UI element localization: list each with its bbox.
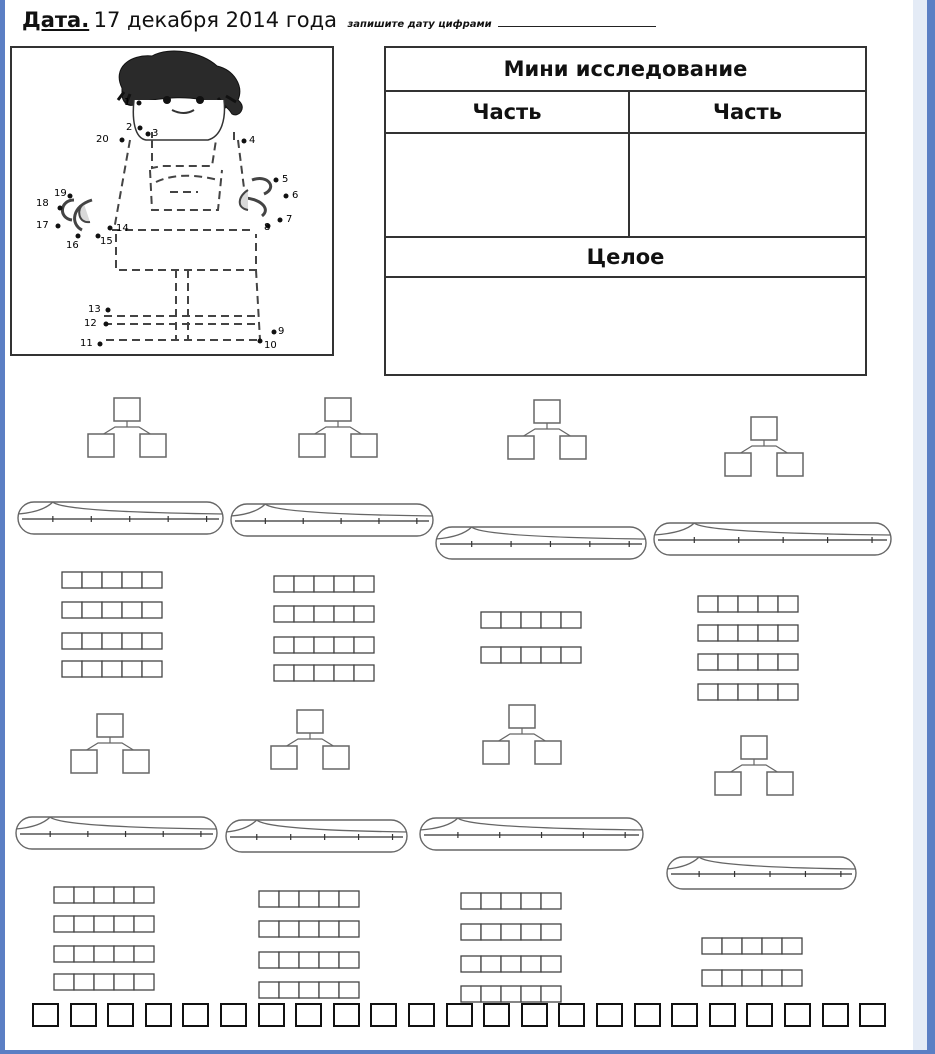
answer-cell[interactable] [294, 665, 314, 681]
answer-cell[interactable] [314, 576, 334, 592]
part-box[interactable] [483, 741, 509, 764]
answer-cell[interactable] [134, 946, 154, 962]
bottom-answer-cell[interactable] [634, 1003, 661, 1027]
answer-cell[interactable] [299, 891, 319, 907]
dot-label: 18 [36, 198, 49, 209]
bottom-answer-cell[interactable] [145, 1003, 172, 1027]
dot-label: 15 [100, 236, 113, 247]
date-hint: запишите дату цифрами [347, 19, 492, 30]
tree-connector [739, 440, 789, 454]
answer-cell[interactable] [122, 661, 142, 677]
part-box[interactable] [299, 434, 325, 457]
dot-label: 8 [264, 222, 271, 233]
answer-cell[interactable] [541, 893, 561, 909]
answer-cell[interactable] [481, 612, 501, 628]
dot-label: 6 [292, 190, 299, 201]
answer-cell[interactable] [561, 612, 581, 628]
number-line-frame [231, 504, 433, 536]
answer-cell[interactable] [122, 572, 142, 588]
answer-cell[interactable] [698, 654, 718, 670]
answer-cell[interactable] [501, 956, 521, 972]
part-box[interactable] [71, 750, 97, 773]
bottom-answer-cell[interactable] [483, 1003, 510, 1027]
answer-cell[interactable] [274, 606, 294, 622]
bottom-answer-cell[interactable] [822, 1003, 849, 1027]
answer-cell[interactable] [521, 612, 541, 628]
answer-cell[interactable] [279, 921, 299, 937]
part-box[interactable] [88, 434, 114, 457]
number-line-frame [18, 502, 223, 534]
answer-cell[interactable] [541, 956, 561, 972]
answer-cell[interactable] [339, 982, 359, 998]
answer-cell[interactable] [319, 982, 339, 998]
answer-cell[interactable] [114, 916, 134, 932]
answer-cell[interactable] [758, 654, 778, 670]
answer-cell[interactable] [481, 893, 501, 909]
whole-box[interactable] [325, 398, 351, 421]
answer-cell[interactable] [501, 893, 521, 909]
answer-cell[interactable] [314, 665, 334, 681]
answer-cell[interactable] [62, 633, 82, 649]
answer-cell[interactable] [738, 596, 758, 612]
bottom-answer-cell[interactable] [596, 1003, 623, 1027]
answer-cell[interactable] [102, 661, 122, 677]
answer-cell[interactable] [738, 654, 758, 670]
answer-cell[interactable] [521, 647, 541, 663]
answer-cell[interactable] [299, 982, 319, 998]
answer-cell[interactable] [778, 625, 798, 641]
bottom-answer-cell[interactable] [32, 1003, 59, 1027]
answer-cell[interactable] [541, 924, 561, 940]
answer-cell[interactable] [481, 986, 501, 1002]
dot-label: 10 [264, 340, 277, 351]
answer-cell[interactable] [461, 924, 481, 940]
number-line-frame [667, 857, 856, 889]
answer-cell[interactable] [74, 974, 94, 990]
answer-cell[interactable] [94, 916, 114, 932]
dot-label: 16 [66, 240, 79, 251]
answer-cell[interactable] [114, 946, 134, 962]
answer-cell[interactable] [134, 887, 154, 903]
part-box[interactable] [715, 772, 741, 795]
answer-cell[interactable] [334, 606, 354, 622]
bottom-answer-cell[interactable] [370, 1003, 397, 1027]
answer-cell[interactable] [334, 576, 354, 592]
answer-cell[interactable] [114, 974, 134, 990]
answer-cell[interactable] [541, 612, 561, 628]
tree-connector [522, 423, 572, 437]
dot-label: 7 [286, 214, 293, 225]
answer-cell[interactable] [142, 661, 162, 677]
whole-header: Целое [586, 245, 665, 269]
answer-cell[interactable] [82, 602, 102, 618]
answer-cell[interactable] [82, 572, 102, 588]
answer-cell[interactable] [279, 952, 299, 968]
answer-cell[interactable] [501, 924, 521, 940]
answer-cell[interactable] [778, 654, 798, 670]
answer-cell[interactable] [758, 596, 778, 612]
answer-cell[interactable] [354, 576, 374, 592]
bottom-answer-cell[interactable] [258, 1003, 285, 1027]
answer-cell[interactable] [94, 946, 114, 962]
answer-cell[interactable] [259, 982, 279, 998]
part-left-header: Часть [472, 100, 542, 124]
answer-cell[interactable] [274, 665, 294, 681]
answer-cell[interactable] [354, 606, 374, 622]
bottom-answer-cell[interactable] [709, 1003, 736, 1027]
number-line-frame [16, 817, 217, 849]
study-title: Мини исследование [503, 57, 748, 81]
answer-cell[interactable] [82, 633, 102, 649]
answer-cell[interactable] [62, 661, 82, 677]
answer-cell[interactable] [778, 596, 798, 612]
answer-cell[interactable] [319, 921, 339, 937]
answer-cell[interactable] [74, 887, 94, 903]
answer-cell[interactable] [334, 637, 354, 653]
bottom-answer-cell[interactable] [784, 1003, 811, 1027]
answer-cell[interactable] [54, 916, 74, 932]
bottom-answer-cell[interactable] [521, 1003, 548, 1027]
answer-cell[interactable] [134, 974, 154, 990]
whole-box[interactable] [751, 417, 777, 440]
answer-cell[interactable] [319, 952, 339, 968]
answer-cell[interactable] [541, 986, 561, 1002]
part-box[interactable] [508, 436, 534, 459]
bottom-answer-cell[interactable] [333, 1003, 360, 1027]
answer-cell[interactable] [758, 625, 778, 641]
answer-cell[interactable] [74, 916, 94, 932]
whole-box[interactable] [509, 705, 535, 728]
dot-label: 17 [36, 220, 49, 231]
answer-cell[interactable] [122, 633, 142, 649]
whole-box[interactable] [97, 714, 123, 737]
answer-cell[interactable] [274, 637, 294, 653]
answer-cell[interactable] [339, 891, 359, 907]
tree-connector [85, 737, 135, 751]
part-box[interactable] [777, 453, 803, 476]
answer-cell[interactable] [698, 684, 718, 700]
answer-cell[interactable] [762, 938, 782, 954]
answer-cell[interactable] [294, 637, 314, 653]
answer-cell[interactable] [294, 606, 314, 622]
bottom-answer-cell[interactable] [220, 1003, 247, 1027]
dot-label: 12 [84, 318, 97, 329]
answer-cell[interactable] [778, 684, 798, 700]
dot-label: 5 [282, 174, 289, 185]
bottom-answer-cell[interactable] [746, 1003, 773, 1027]
answer-cell[interactable] [259, 952, 279, 968]
answer-cell[interactable] [314, 606, 334, 622]
answer-cell[interactable] [94, 974, 114, 990]
dot-label: 13 [88, 304, 101, 315]
bottom-answer-cell[interactable] [295, 1003, 322, 1027]
whole-box[interactable] [534, 400, 560, 423]
answer-cell[interactable] [54, 887, 74, 903]
answer-cell[interactable] [762, 970, 782, 986]
whole-box[interactable] [114, 398, 140, 421]
answer-cell[interactable] [294, 576, 314, 592]
answer-cell[interactable] [541, 647, 561, 663]
part-box[interactable] [323, 746, 349, 769]
whole-box[interactable] [741, 736, 767, 759]
dot-label: 20 [96, 134, 109, 145]
answer-cell[interactable] [461, 956, 481, 972]
answer-cell[interactable] [54, 946, 74, 962]
part-right-header: Часть [712, 100, 783, 124]
answer-cell[interactable] [738, 625, 758, 641]
answer-cell[interactable] [521, 924, 541, 940]
answer-cell[interactable] [722, 938, 742, 954]
bottom-answer-cell[interactable] [107, 1003, 134, 1027]
answer-cell[interactable] [461, 893, 481, 909]
part-box[interactable] [271, 746, 297, 769]
answer-cell[interactable] [122, 602, 142, 618]
tree-connector [285, 733, 335, 747]
part-box[interactable] [351, 434, 377, 457]
answer-cell[interactable] [142, 602, 162, 618]
dot-label: 4 [249, 135, 256, 146]
answer-cell[interactable] [74, 946, 94, 962]
answer-cell[interactable] [142, 572, 162, 588]
answer-cell[interactable] [718, 654, 738, 670]
answer-cell[interactable] [718, 596, 738, 612]
answer-cell[interactable] [722, 970, 742, 986]
answer-cell[interactable] [142, 633, 162, 649]
answer-cell[interactable] [354, 637, 374, 653]
answer-cells-row [32, 1003, 902, 1033]
answer-cell[interactable] [334, 665, 354, 681]
tree-connector [729, 759, 779, 773]
whole-box[interactable] [297, 710, 323, 733]
answer-cell[interactable] [481, 956, 501, 972]
answer-cell[interactable] [481, 924, 501, 940]
answer-cell[interactable] [501, 986, 521, 1002]
number-line-frame [226, 820, 407, 852]
answer-cell[interactable] [698, 625, 718, 641]
answer-cell[interactable] [718, 684, 738, 700]
answer-cell[interactable] [94, 887, 114, 903]
answer-cell[interactable] [259, 891, 279, 907]
dot-label: 9 [278, 326, 285, 337]
number-line-frame [420, 818, 643, 850]
answer-cell[interactable] [758, 684, 778, 700]
bottom-answer-cell[interactable] [408, 1003, 435, 1027]
answer-cell[interactable] [481, 647, 501, 663]
dot-label: 11 [80, 338, 93, 349]
answer-cell[interactable] [561, 647, 581, 663]
bottom-answer-cell[interactable] [558, 1003, 585, 1027]
answer-cell[interactable] [782, 938, 802, 954]
answer-cell[interactable] [274, 576, 294, 592]
answer-cell[interactable] [501, 647, 521, 663]
answer-cell[interactable] [339, 921, 359, 937]
part-box[interactable] [560, 436, 586, 459]
answer-cell[interactable] [279, 891, 299, 907]
answer-cell[interactable] [259, 921, 279, 937]
answer-cell[interactable] [299, 921, 319, 937]
answer-cell[interactable] [82, 661, 102, 677]
dot-label: 2 [126, 122, 133, 133]
tree-connector [313, 421, 363, 435]
part-box[interactable] [123, 750, 149, 773]
answer-cell[interactable] [314, 637, 334, 653]
date-label: Дата. [22, 8, 90, 32]
answer-cell[interactable] [702, 970, 722, 986]
answer-cell[interactable] [742, 938, 762, 954]
answer-cell[interactable] [702, 938, 722, 954]
bottom-answer-cell[interactable] [859, 1003, 886, 1027]
answer-cell[interactable] [521, 956, 541, 972]
date-value: 17 декабря 2014 года [93, 8, 338, 32]
dot-label: 14 [116, 223, 129, 234]
answer-cell[interactable] [738, 684, 758, 700]
answer-cell[interactable] [102, 572, 122, 588]
number-line-frame [436, 527, 646, 559]
bottom-answer-cell[interactable] [70, 1003, 97, 1027]
tree-connector [102, 421, 152, 435]
tree-connector [497, 728, 547, 742]
part-box[interactable] [535, 741, 561, 764]
answer-cell[interactable] [54, 974, 74, 990]
answer-cell[interactable] [102, 602, 122, 618]
answer-cell[interactable] [521, 986, 541, 1002]
answer-cell[interactable] [718, 625, 738, 641]
answer-cell[interactable] [521, 893, 541, 909]
answer-cell[interactable] [742, 970, 762, 986]
bottom-answer-cell[interactable] [446, 1003, 473, 1027]
answer-cell[interactable] [134, 916, 154, 932]
answer-cell[interactable] [501, 612, 521, 628]
bottom-answer-cell[interactable] [671, 1003, 698, 1027]
answer-cell[interactable] [62, 572, 82, 588]
dot-label: 1 [124, 97, 131, 108]
dot-label: 19 [54, 188, 67, 199]
answer-cell[interactable] [319, 891, 339, 907]
answer-cell[interactable] [114, 887, 134, 903]
answer-cell[interactable] [299, 952, 319, 968]
part-box[interactable] [767, 772, 793, 795]
answer-cell[interactable] [279, 982, 299, 998]
answer-cell[interactable] [102, 633, 122, 649]
bottom-answer-cell[interactable] [182, 1003, 209, 1027]
number-line-frame [654, 523, 891, 555]
part-box[interactable] [140, 434, 166, 457]
answer-cell[interactable] [62, 602, 82, 618]
answer-cell[interactable] [339, 952, 359, 968]
answer-cell[interactable] [782, 970, 802, 986]
answer-cell[interactable] [354, 665, 374, 681]
answer-cell[interactable] [461, 986, 481, 1002]
answer-cell[interactable] [698, 596, 718, 612]
dot-label: 3 [152, 128, 159, 139]
part-box[interactable] [725, 453, 751, 476]
